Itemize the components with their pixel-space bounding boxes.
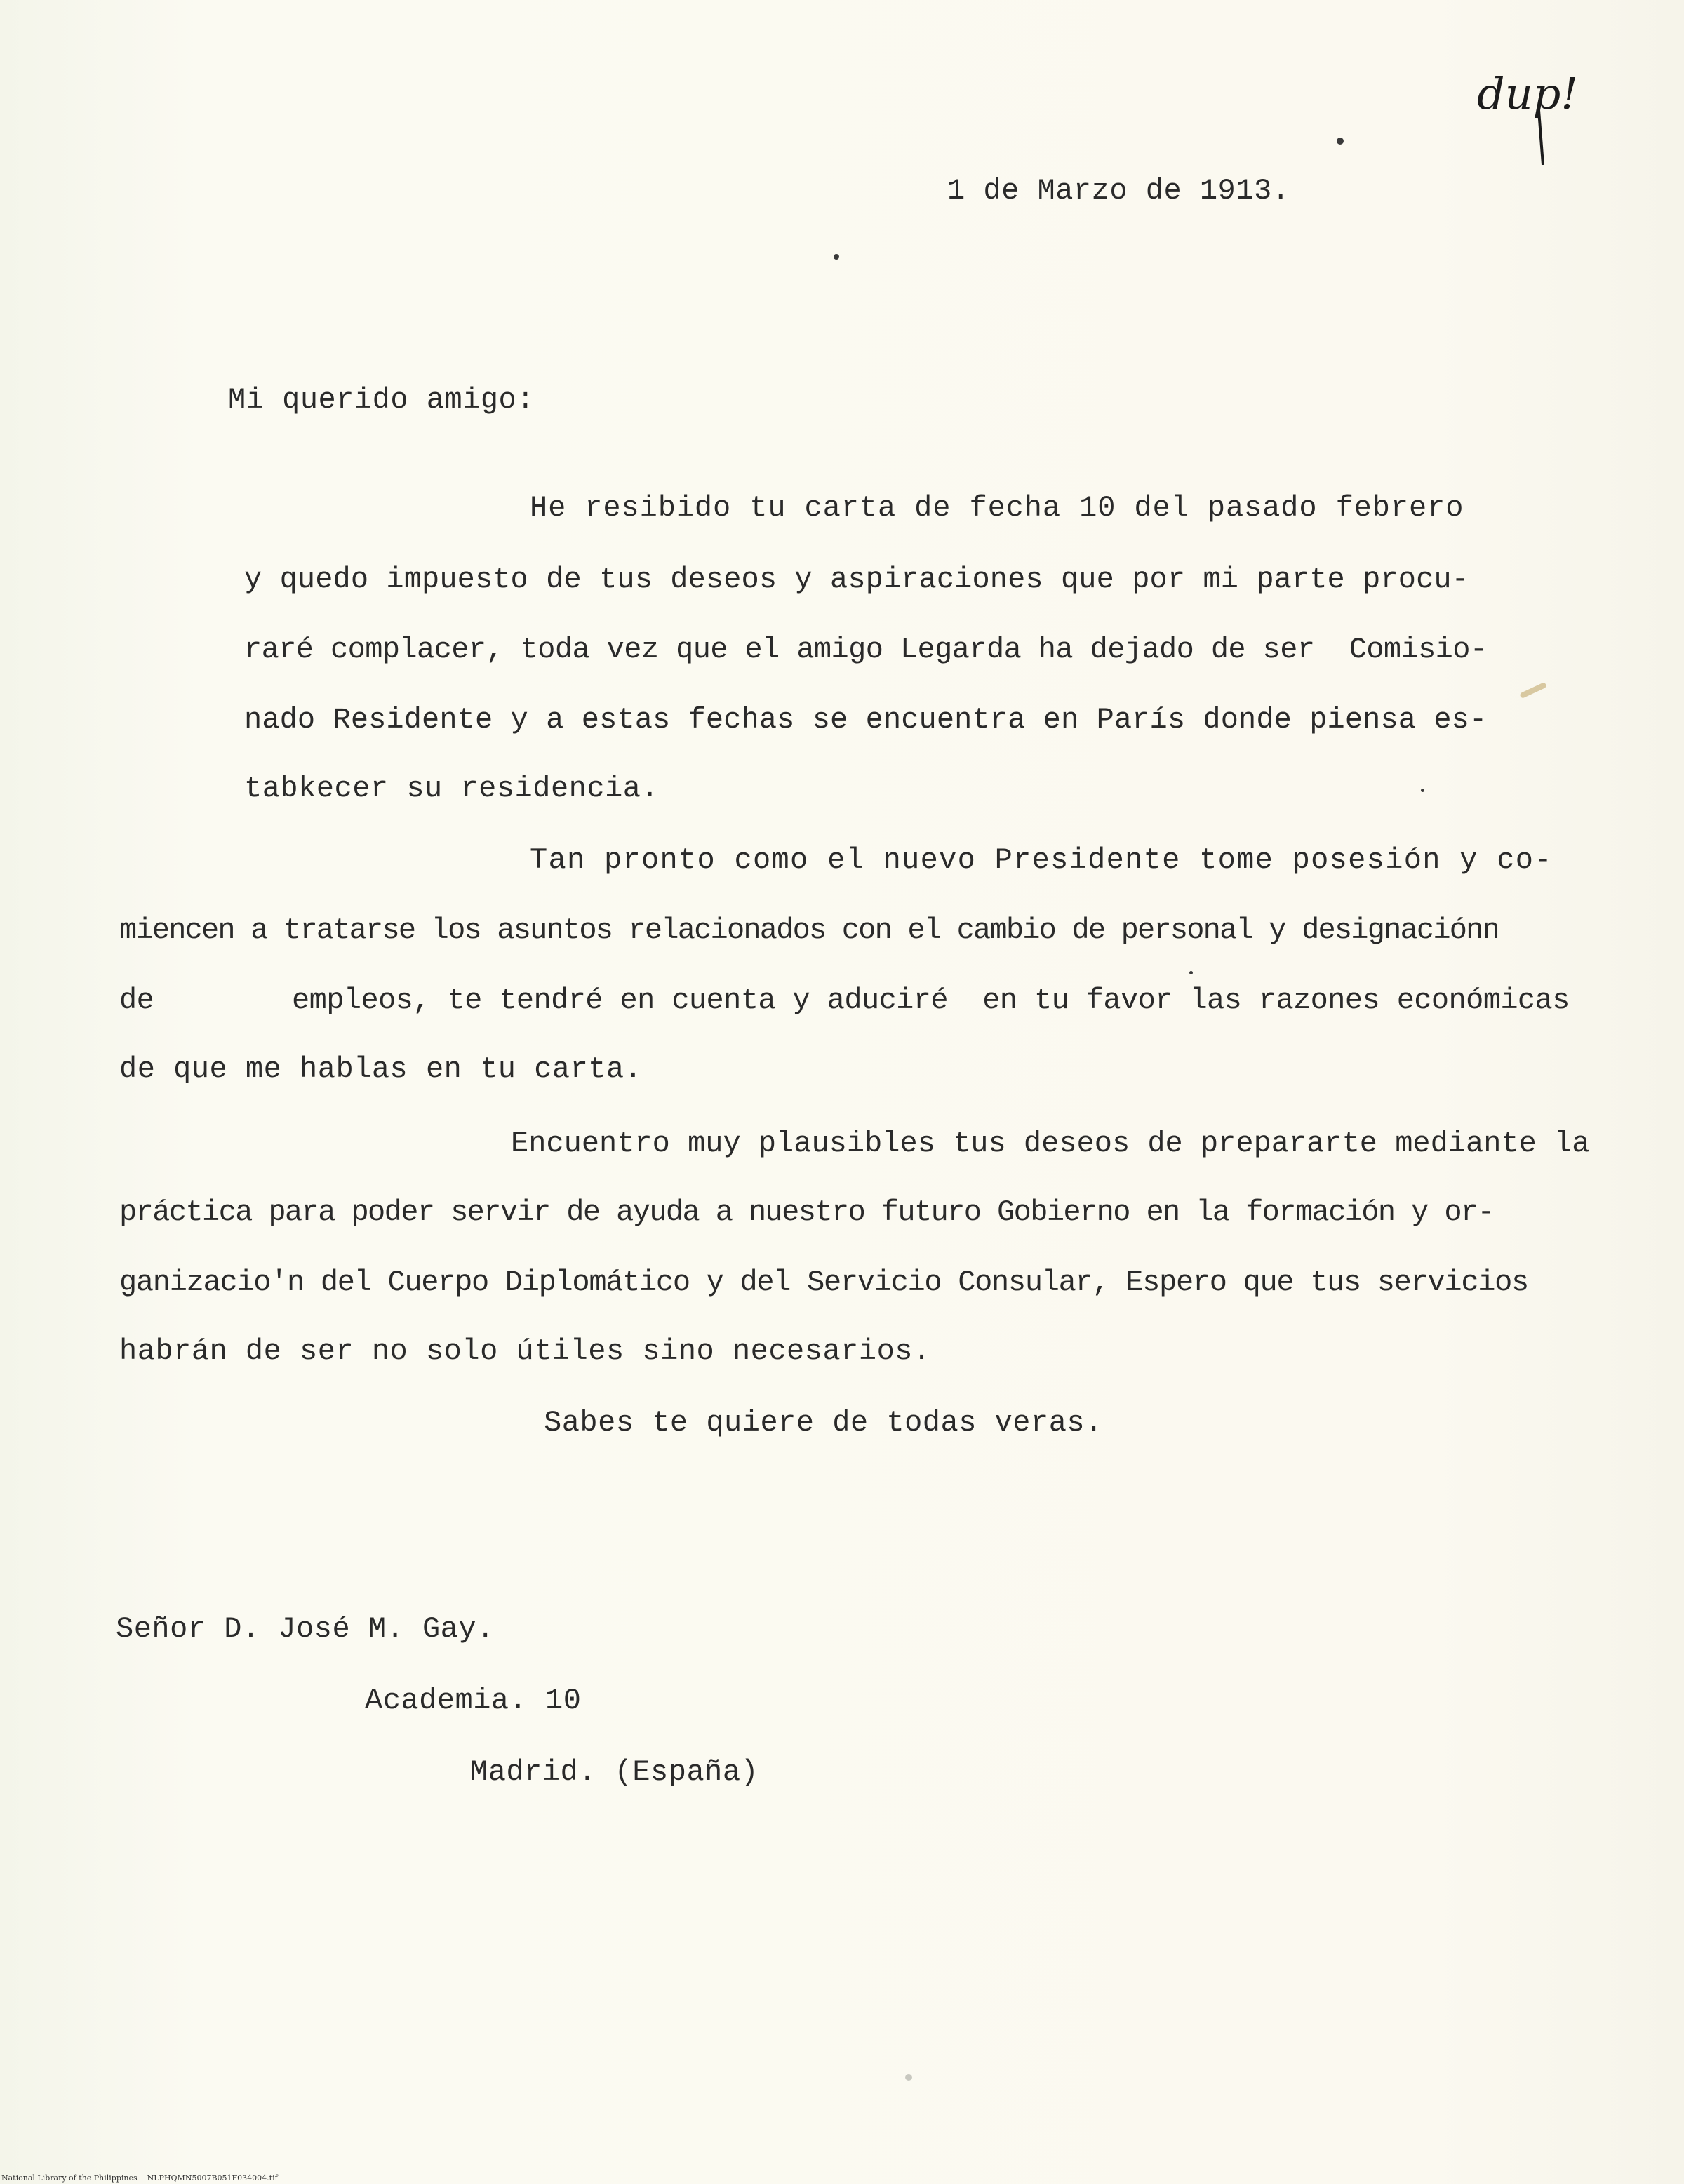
paragraph-2-line: miencen a tratarse los asuntos relacionados con el cambio de personal y designaciónn bbox=[119, 913, 1499, 947]
paragraph-3-line: ganizacio'n del Cuerpo Diplomático y del Servicio Consular, Espero que tus servicios bbox=[119, 1266, 1528, 1299]
closing-line: Sabes te quiere de todas veras. bbox=[544, 1406, 1103, 1440]
scan-source-footer: National Library of the Philippines NLPHQMN5007B051F034004.tif bbox=[1, 2173, 278, 2183]
paragraph-3-line: habrán de ser no solo útiles sino necesarios. bbox=[119, 1334, 931, 1368]
paragraph-2-line: de que me hablas en tu carta. bbox=[119, 1052, 643, 1086]
paragraph-1-line: tabkecer su residencia. bbox=[244, 772, 660, 805]
paragraph-3-line: práctica para poder servir de ayuda a nuestro futuro Gobierno en la formación y or- bbox=[119, 1195, 1495, 1229]
scan-speck bbox=[1337, 138, 1344, 145]
address-street: Academia. 10 bbox=[365, 1684, 582, 1717]
paragraph-1-line: He resibido tu carta de fecha 10 del pasado febrero bbox=[530, 491, 1464, 525]
scan-speck bbox=[905, 2074, 912, 2081]
paragraph-1-line: raré complacer, toda vez que el amigo Legarda ha dejado de ser Comisio- bbox=[244, 633, 1488, 666]
paragraph-3-line: Encuentro muy plausibles tus deseos de prepararte mediante la bbox=[511, 1127, 1590, 1160]
annotation-text: dup! bbox=[1477, 68, 1579, 119]
scan-speck bbox=[1189, 971, 1193, 974]
paragraph-2-line: de empleos, te tendré en cuenta y aduciré en tu favor las razones económicas bbox=[119, 984, 1570, 1017]
address-recipient: Señor D. José M. Gay. bbox=[116, 1612, 495, 1646]
letter-date: 1 de Marzo de 1913. bbox=[947, 174, 1290, 208]
salutation: Mi querido amigo: bbox=[228, 383, 535, 417]
scan-speck bbox=[834, 254, 839, 260]
paragraph-1-line: nado Residente y a estas fechas se encuentra en París donde piensa es- bbox=[244, 703, 1488, 737]
scan-speck bbox=[1519, 682, 1547, 699]
address-city: Madrid. (España) bbox=[470, 1755, 759, 1789]
paragraph-1-line: y quedo impuesto de tus deseos y aspiraciones que por mi parte procu- bbox=[244, 563, 1469, 596]
paragraph-2-line: Tan pronto como el nuevo Presidente tome posesión y co- bbox=[530, 843, 1553, 877]
handwritten-annotation bbox=[1470, 60, 1631, 165]
scan-speck bbox=[1421, 789, 1424, 792]
